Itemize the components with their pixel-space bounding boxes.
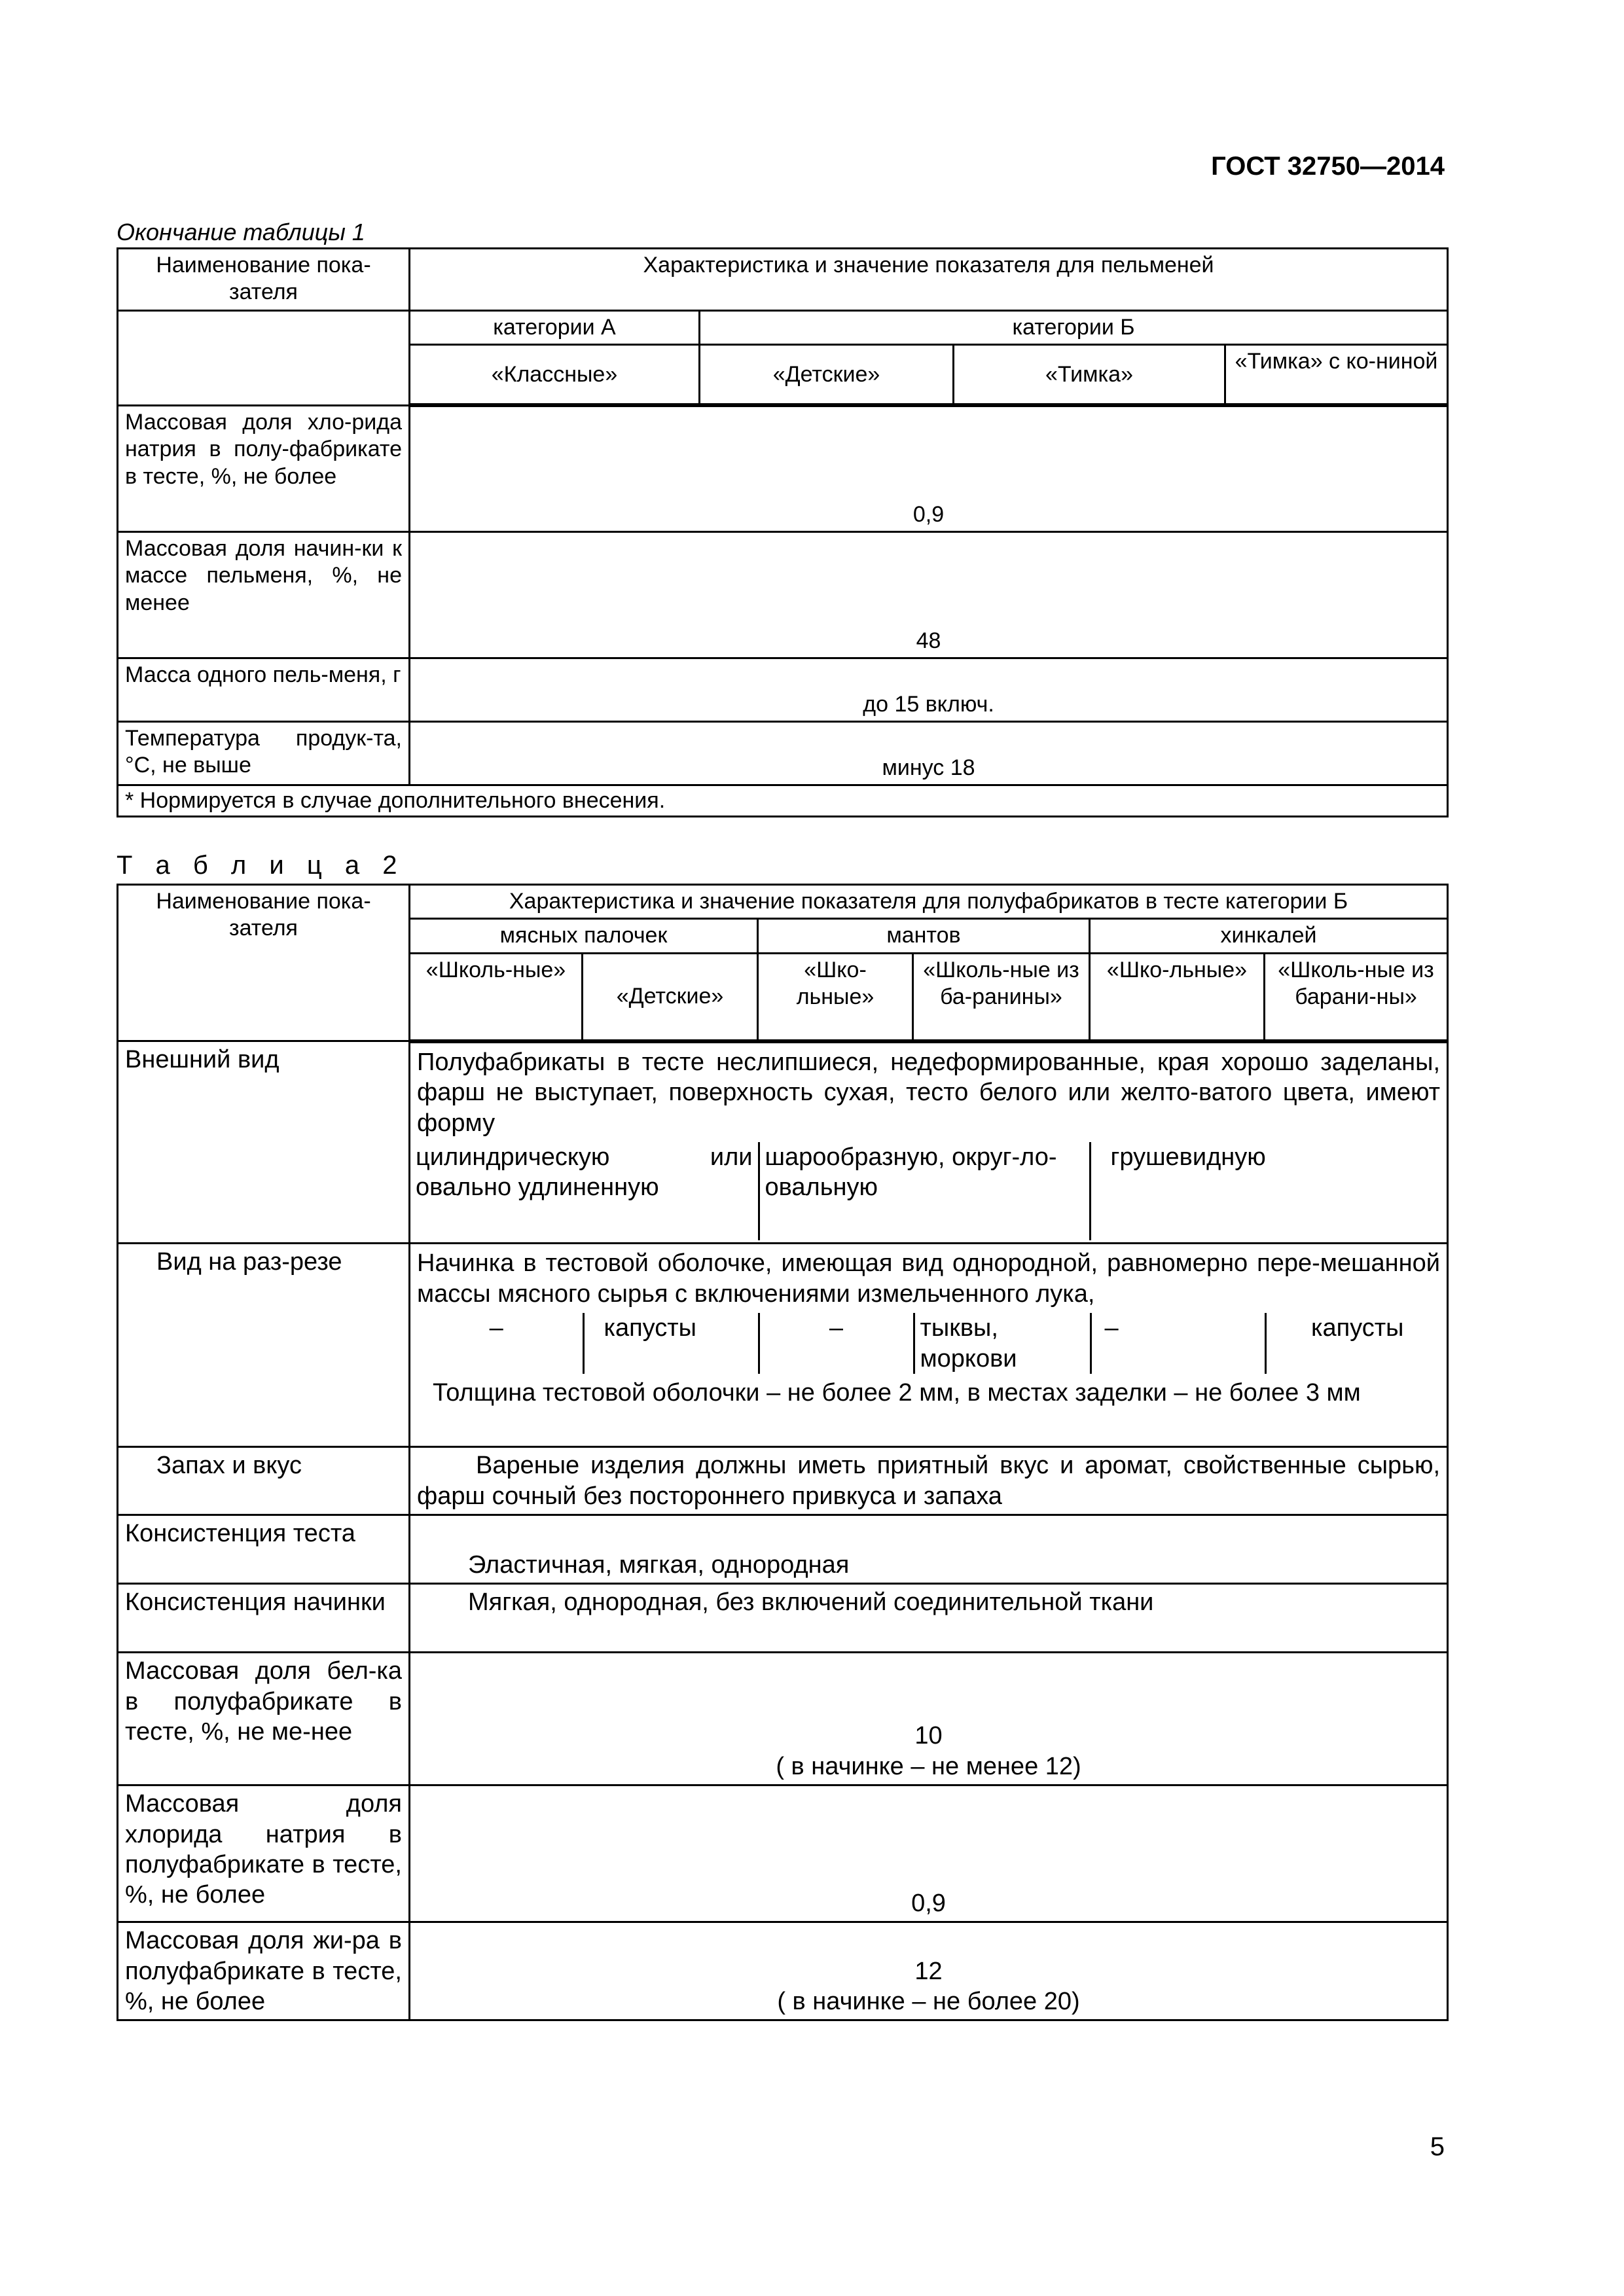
t1-row-name: Температура продук-та, °С, не выше — [118, 721, 410, 785]
table2-caption: Т а б л и ц а 2 — [117, 851, 405, 880]
t1-head-char: Характеристика и значение показателя для пельменей — [410, 249, 1448, 311]
t2-fat-note: ( в начинке – не более 20) — [777, 1987, 1080, 2015]
t2-salt-value: 0,9 — [410, 1785, 1448, 1922]
t1-head-name: Наименование пока-зателя — [118, 249, 410, 311]
t2-shape-pear: грушевидную — [1090, 1142, 1450, 1240]
t2-product-5: «Школь-ные из барани-ны» — [1265, 953, 1448, 1041]
t1-row-value: 0,9 — [410, 405, 1448, 531]
t1-head-empty — [118, 311, 410, 406]
t2-appearance-text: Полуфабрикаты в тесте неслипшиеся, недеформированные, края хорошо заделаны, фарш не выступает, поверхность сухая, тесто белого или желто-ватого цвета, имеют форму — [417, 1048, 1441, 1137]
t2-group-manty: мантов — [758, 919, 1090, 953]
t1-row-value: 48 — [410, 531, 1448, 658]
t2-product-3: «Школь-ные из ба-ранины» — [913, 953, 1090, 1041]
t1-product-0: «Классные» — [410, 345, 700, 406]
t2-fat-label: Массовая доля жи-ра в полуфабрикате в тесте, %, не более — [118, 1922, 410, 2020]
t2-dough-label: Консистенция теста — [118, 1515, 410, 1584]
table1-caption: Окончание таблицы 1 — [117, 219, 365, 245]
t2-group-khinkali: хинкалей — [1090, 919, 1448, 953]
t2-filling-1: капусты — [583, 1313, 759, 1374]
document-code: ГОСТ 32750—2014 — [1211, 152, 1445, 181]
t2-cut-text: Начинка в тестовой оболочке, имеющая вид однородной, равномерно пере-мешанной массы мясного сырья с включениями измельченного лука, — [417, 1249, 1441, 1308]
t2-shape-spherical: шарообразную, округ-ло-овальную — [759, 1142, 1090, 1240]
t2-filling-text: Мягкая, однородная, без включений соединительной ткани — [410, 1584, 1448, 1653]
t2-fat-value: 12 — [914, 1957, 943, 1985]
t1-cat-a: категории А — [410, 311, 700, 345]
t2-smell-label: Запах и вкус — [118, 1447, 410, 1515]
t2-filling-label: Консистенция начинки — [118, 1584, 410, 1653]
t2-head-name: Наименование пока-зателя — [118, 885, 410, 1041]
t2-product-4: «Шко-льные» — [1090, 953, 1265, 1041]
t2-head-char: Характеристика и значение показателя для полуфабрикатов в тесте категории Б — [410, 885, 1448, 919]
t1-product-2: «Тимка» — [954, 345, 1225, 406]
t2-group-sticks: мясных палочек — [410, 919, 758, 953]
page-number: 5 — [1430, 2132, 1445, 2161]
t2-filling-5: капусты — [1265, 1313, 1449, 1374]
t1-row-name: Масса одного пель-меня, г — [118, 658, 410, 721]
t2-appearance-label: Внешний вид — [118, 1041, 410, 1244]
t2-filling-3: тыквы, моркови — [914, 1313, 1091, 1374]
t1-row-value: минус 18 — [410, 721, 1448, 785]
t1-product-1: «Детские» — [700, 345, 954, 406]
t1-product-3: «Тимка» с ко-ниной — [1225, 345, 1448, 406]
t2-filling-4: – — [1091, 1313, 1265, 1374]
table-1 — [117, 247, 1449, 817]
t2-cut-label: Вид на раз-резе — [118, 1244, 410, 1447]
t2-thickness: Толщина тестовой оболочки – не более 2 мм, в местах заделки – не более 3 мм — [433, 1378, 1361, 1407]
t2-smell-text: Вареные изделия должны иметь приятный вкус и аромат, свойственные сырью, фарш сочный без постороннего привкуса и запаха — [410, 1447, 1448, 1515]
t2-dough-text: Эластичная, мягкая, однородная — [410, 1515, 1448, 1584]
t2-shape-cylindrical: цилиндрическую или овально удлиненную — [416, 1143, 753, 1202]
t2-filling-0: – — [489, 1314, 503, 1342]
table-2 — [117, 884, 1449, 2021]
t2-protein-value: 10 — [914, 1722, 943, 1750]
t2-protein-label: Массовая доля бел-ка в полуфабрикате в тесте, %, не ме-нее — [118, 1653, 410, 1785]
t1-footnote: * Нормируется в случае дополнительного внесения. — [118, 785, 1448, 816]
t2-product-1: «Детские» — [583, 953, 758, 1041]
t2-product-2: «Шко-льные» — [758, 953, 913, 1041]
t2-protein-note: ( в начинке – не менее 12) — [776, 1752, 1081, 1780]
t1-row-name: Массовая доля начин-ки к массе пельменя, %, не менее — [118, 531, 410, 658]
t1-row-name: Массовая доля хло-рида натрия в полу-фабрикате в тесте, %, не более — [118, 405, 410, 531]
t2-product-0: «Школь-ные» — [410, 953, 583, 1041]
t2-filling-2: – — [759, 1313, 914, 1374]
t2-salt-label: Массовая доля хлорида натрия в полуфабрикате в тесте, %, не более — [118, 1785, 410, 1922]
t1-row-value: до 15 включ. — [410, 658, 1448, 721]
t1-cat-b: категории Б — [700, 311, 1448, 345]
